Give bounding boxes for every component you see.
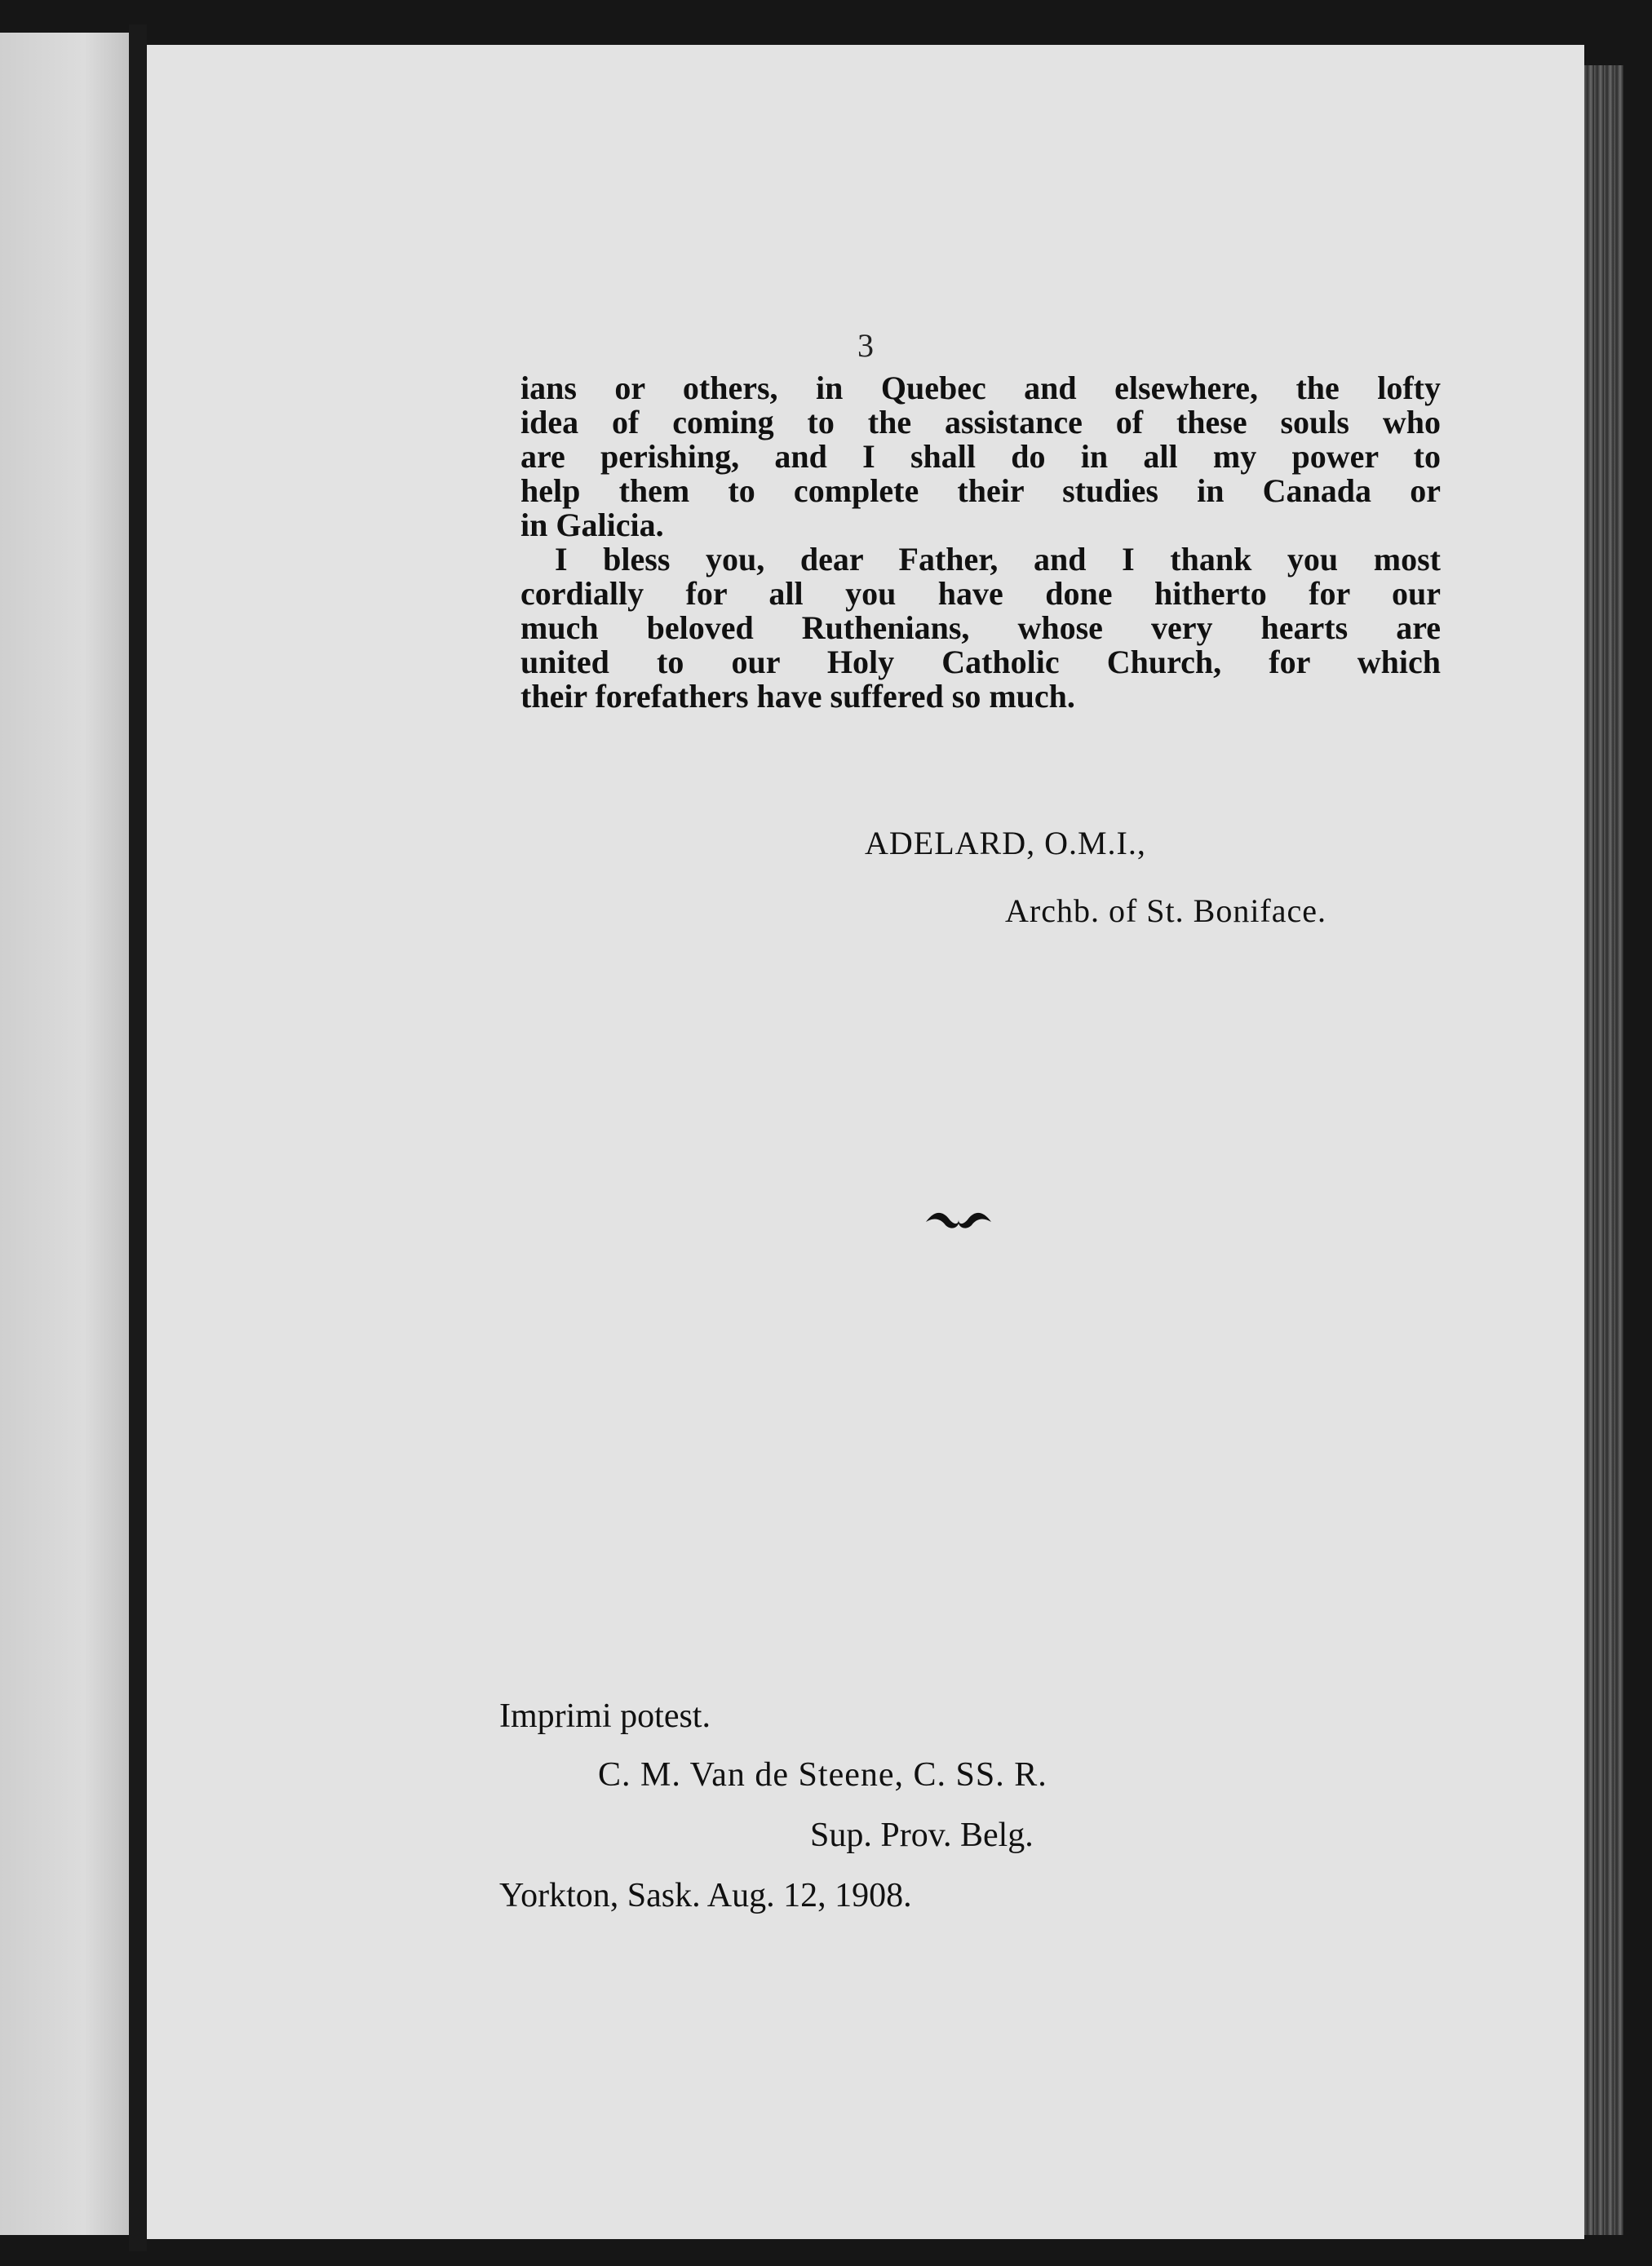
signature-title: Archb. of St. Boniface. bbox=[1005, 892, 1327, 929]
body-line: are perishing, and I shall do in all my power to bbox=[520, 438, 1441, 475]
body-line: I bless you, dear Father, and I thank you most bbox=[555, 541, 1441, 578]
ornament-icon bbox=[924, 1207, 993, 1232]
book-page bbox=[147, 45, 1584, 2239]
body-line: help them to complete their studies in Canada or bbox=[520, 472, 1441, 509]
imprimatur-signer: C. M. Van de Steene, C. SS. R. bbox=[598, 1756, 1047, 1794]
page-number: 3 bbox=[857, 327, 874, 364]
body-line: much beloved Ruthenians, whose very hearts are bbox=[520, 609, 1441, 646]
imprimatur-place-date: Yorkton, Sask. Aug. 12, 1908. bbox=[499, 1877, 912, 1914]
book-gutter bbox=[129, 24, 147, 2251]
body-line: ians or others, in Quebec and elsewhere, the lofty bbox=[520, 370, 1441, 406]
body-line: idea of coming to the assistance of these souls who bbox=[520, 404, 1441, 440]
body-line: cordially for all you have done hitherto for our bbox=[520, 575, 1441, 612]
letter-body bbox=[520, 371, 1441, 714]
page-stack-edge bbox=[1584, 65, 1623, 2235]
body-line: in Galicia. bbox=[520, 507, 664, 543]
body-line: united to our Holy Catholic Church, for which bbox=[520, 644, 1441, 680]
imprimatur-line: Imprimi potest. bbox=[499, 1697, 711, 1735]
imprimatur-office: Sup. Prov. Belg. bbox=[810, 1817, 1034, 1854]
signature-name: ADELARD, O.M.I., bbox=[865, 825, 1146, 861]
body-line: their forefathers have suffered so much. bbox=[520, 678, 1075, 715]
previous-page-edge bbox=[0, 33, 140, 2235]
